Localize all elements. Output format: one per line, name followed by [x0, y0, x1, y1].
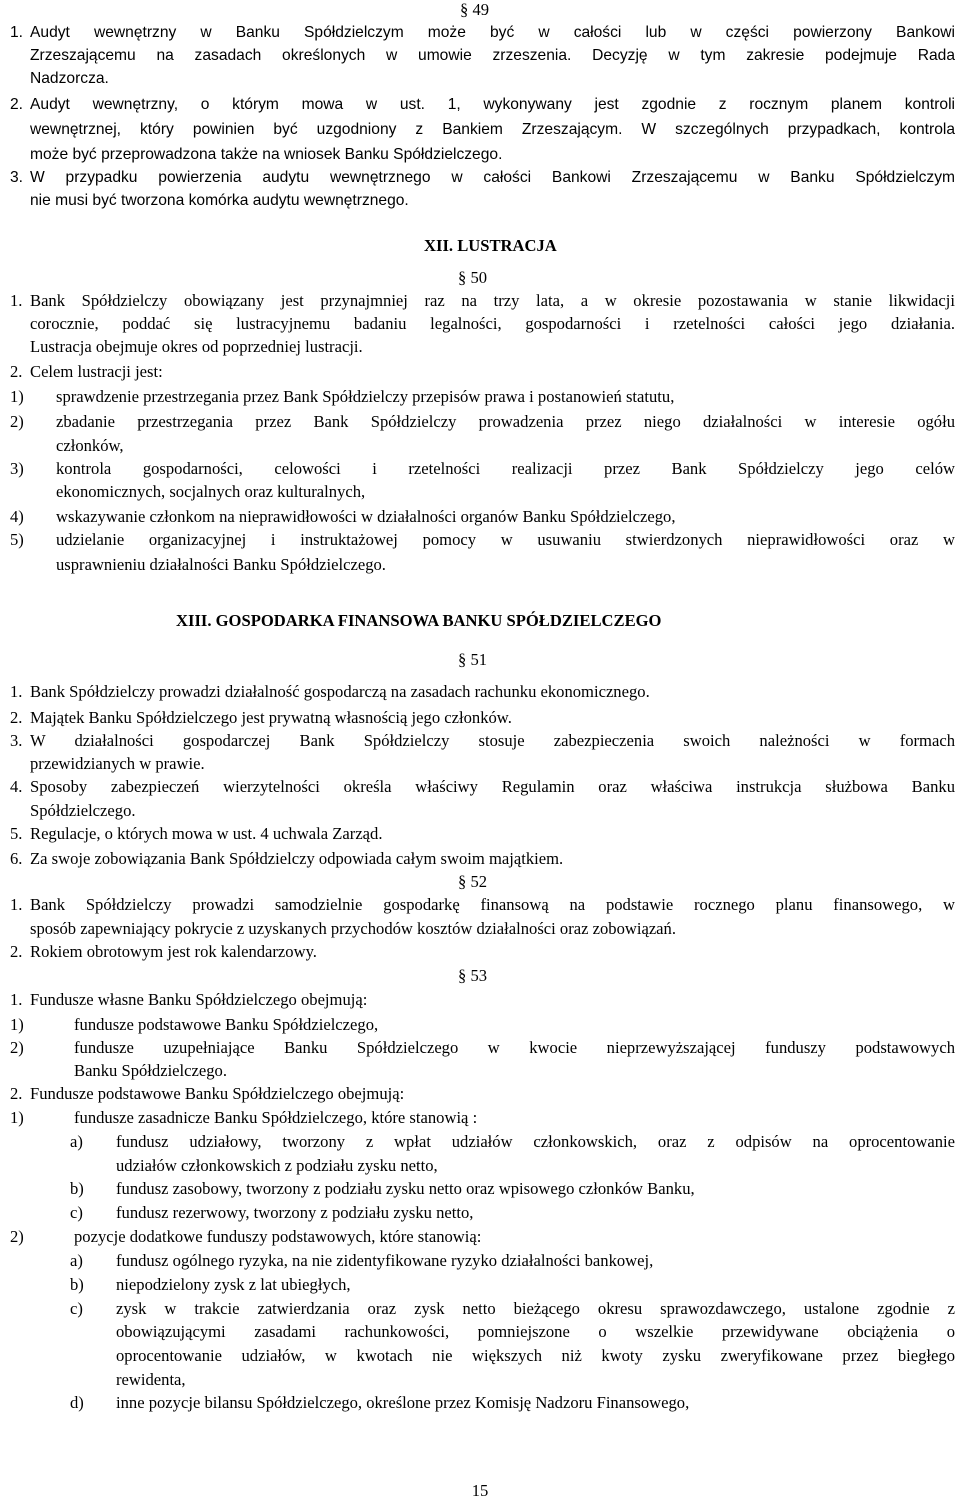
- line-text: Regulacje, o których mowa w ust. 4 uchwala Zarząd.: [30, 824, 383, 843]
- item-number: b): [70, 1275, 84, 1294]
- line-text: niepodzielony zysk z lat ubiegłych,: [116, 1275, 351, 1294]
- line-text: fundusze zasadnicze Banku Spółdzielczego, które stanowią :: [74, 1108, 478, 1127]
- item-number: 2.: [10, 942, 23, 961]
- line-text: udzielanie organizacyjnej i instruktażowej pomocy w usuwaniu stwierdzonych nieprawidłowości oraz w: [56, 530, 955, 549]
- line-text: Rokiem obrotowym jest rok kalendarzowy.: [30, 942, 317, 961]
- item-number: 4.: [10, 777, 23, 796]
- item-number: 2): [10, 412, 24, 431]
- line-text: pozycje dodatkowe funduszy podstawowych, które stanowią:: [74, 1227, 482, 1246]
- line-text: Sposoby zabezpieczeń wierzytelności określa właściwy Regulamin oraz właściwa instrukcja służbowa Banku: [30, 777, 955, 796]
- line-text: Zrzeszającemu na zasadach określonych w umowie zrzeszenia. Decyzję w tym zakresie podejmuje Rada: [30, 47, 955, 64]
- item-number: 5): [10, 530, 24, 549]
- line-text: przewidzianych w prawie.: [30, 754, 205, 773]
- line-text: Audyt wewnętrzny w Banku Spółdzielczym może być w całości lub w części powierzony Bankowi: [30, 24, 955, 41]
- item-number: 1.: [10, 24, 24, 41]
- item-number: 3): [10, 459, 24, 478]
- item-number: b): [70, 1179, 84, 1198]
- line-text: sprawdzenie przestrzegania przez Bank Spółdzielczy przepisów prawa i postanowień statutu,: [56, 387, 675, 406]
- item-number: 1.: [10, 895, 23, 914]
- line-text: Fundusze własne Banku Spółdzielczego obejmują:: [30, 990, 368, 1009]
- line-text: kontrola gospodarności, celowości i rzetelności realizacji przez Bank Spółdzielczy jego celów: [56, 459, 955, 478]
- line-text: Fundusze podstawowe Banku Spółdzielczego obejmują:: [30, 1084, 405, 1103]
- item-number: 6.: [10, 849, 23, 868]
- page-number: 15: [471, 1481, 489, 1500]
- line-text: sposób zapewniający pokrycie z uzyskanych przychodów kosztów działalności oraz zobowiązań.: [30, 919, 676, 938]
- line-text: Audyt wewnętrzny, o którym mowa w ust. 1, wykonywany jest zgodnie z rocznym planem kontroli: [30, 96, 955, 113]
- item-number: a): [70, 1132, 83, 1151]
- line-text: XIII. GOSPODARKA FINANSOWA BANKU SPÓŁDZIELCZEGO: [176, 611, 662, 630]
- item-number: 1.: [10, 682, 23, 701]
- line-text: fundusz udziałowy, tworzony z wpłat udziałów członkowskich, oraz z odpisów na oprocentowanie: [116, 1132, 955, 1151]
- line-text: zysk w trakcie zatwierdzania oraz zysk netto bieżącego okresu sprawozdawczego, ustalone zgodnie z: [116, 1299, 955, 1318]
- item-number: 3.: [10, 731, 23, 750]
- item-number: 4): [10, 507, 24, 526]
- line-text: fundusz zasobowy, tworzony z podziału zysku netto oraz wpisowego członków Banku,: [116, 1179, 695, 1198]
- item-number: 2.: [10, 362, 23, 381]
- line-text: wewnętrznej, który powinien być uzgodniony z Bankiem Zrzeszającym. W szczególnych przypadkach, kontrola: [30, 121, 955, 138]
- item-number: c): [70, 1203, 83, 1222]
- item-number: d): [70, 1393, 84, 1412]
- line-text: § 52: [458, 872, 488, 891]
- item-number: 5.: [10, 824, 23, 843]
- item-number: 2.: [10, 96, 24, 113]
- line-text: fundusz rezerwowy, tworzony z podziału zysku netto,: [116, 1203, 474, 1222]
- line-text: ekonomicznych, socjalnych oraz kulturalnych,: [56, 482, 366, 501]
- item-number: 2.: [10, 708, 23, 727]
- item-number: a): [70, 1251, 83, 1270]
- line-text: fundusz ogólnego ryzyka, na nie zidentyfikowane ryzyko działalności bankowej,: [116, 1251, 654, 1270]
- line-text: corocznie, poddać się lustracyjnemu badaniu legalności, gospodarności i rzetelności całości jego działania.: [30, 314, 955, 333]
- line-text: § 53: [458, 966, 488, 985]
- item-number: 2): [10, 1227, 24, 1246]
- line-text: rewidenta,: [116, 1370, 186, 1389]
- line-text: inne pozycje bilansu Spółdzielczego, określone przez Komisję Nadzoru Finansowego,: [116, 1393, 690, 1412]
- line-text: udziałów członkowskich z podziału zysku netto,: [116, 1156, 438, 1175]
- item-number: 3.: [10, 169, 24, 186]
- item-number: 1.: [10, 990, 23, 1009]
- line-text: Spółdzielczego.: [30, 801, 136, 820]
- line-text: wskazywanie członkom na nieprawidłowości w działalności organów Banku Spółdzielczego,: [56, 507, 676, 526]
- item-number: c): [70, 1299, 83, 1318]
- item-number: 2.: [10, 1084, 23, 1103]
- line-text: Nadzorcza.: [30, 70, 109, 87]
- item-number: 2): [10, 1038, 24, 1057]
- line-text: W działalności gospodarczej Bank Spółdzielczy stosuje zabezpieczenia swoich należności w formach: [30, 731, 955, 750]
- item-number: 1): [10, 1015, 24, 1034]
- line-text: W przypadku powierzenia audytu wewnętrznego w całości Bankowi Zrzeszającemu w Banku Spółdzielczym: [30, 169, 955, 186]
- line-text: Bank Spółdzielczy obowiązany jest przynajmniej raz na trzy lata, a w okresie pozostawania w stanie likwidacji: [30, 291, 955, 310]
- item-number: 1): [10, 387, 24, 406]
- line-text: § 51: [458, 650, 488, 669]
- item-number: 1.: [10, 291, 23, 310]
- line-text: Bank Spółdzielczy prowadzi samodzielnie gospodarkę finansową na podstawie rocznego planu finansowego, w: [30, 895, 955, 914]
- line-text: fundusze uzupełniające Banku Spółdzielczego w kwocie nieprzewyższającej funduszy podstawowych: [74, 1038, 955, 1057]
- line-text: Za swoje zobowiązania Bank Spółdzielczy odpowiada całym swoim majątkiem.: [30, 849, 564, 868]
- line-text: Banku Spółdzielczego.: [74, 1061, 227, 1080]
- line-text: obowiązującymi zasadami rachunkowości, pomniejszone o wszelkie przewidywane obciążenia o: [116, 1322, 955, 1341]
- line-text: oprocentowanie udziałów, w kwotach nie większych niż kwoty zysku zweryfikowane przez biegłego: [116, 1346, 955, 1365]
- line-text: Bank Spółdzielczy prowadzi działalność gospodarczą na zasadach rachunku ekonomicznego.: [30, 682, 650, 701]
- line-text: nie musi być tworzona komórka audytu wewnętrznego.: [30, 192, 409, 209]
- line-text: § 50: [458, 268, 488, 287]
- line-text: fundusze podstawowe Banku Spółdzielczego,: [74, 1015, 379, 1034]
- item-number: 1): [10, 1108, 24, 1127]
- line-text: członków,: [56, 436, 124, 455]
- line-text: Majątek Banku Spółdzielczego jest prywatną własnością jego członków.: [30, 708, 512, 727]
- line-text: zbadanie przestrzegania przez Bank Spółdzielczy prowadzenia przez niego działalności w interesie ogółu: [56, 412, 955, 431]
- line-text: usprawnieniu działalności Banku Spółdzielczego.: [56, 555, 386, 574]
- line-text: XII. LUSTRACJA: [424, 236, 557, 255]
- line-text: może być przeprowadzona także na wniosek Banku Spółdzielczego.: [30, 146, 503, 163]
- line-text: Lustracja obejmuje okres od poprzedniej lustracji.: [30, 337, 363, 356]
- line-text: Celem lustracji jest:: [30, 362, 163, 381]
- line-text: § 49: [460, 0, 490, 19]
